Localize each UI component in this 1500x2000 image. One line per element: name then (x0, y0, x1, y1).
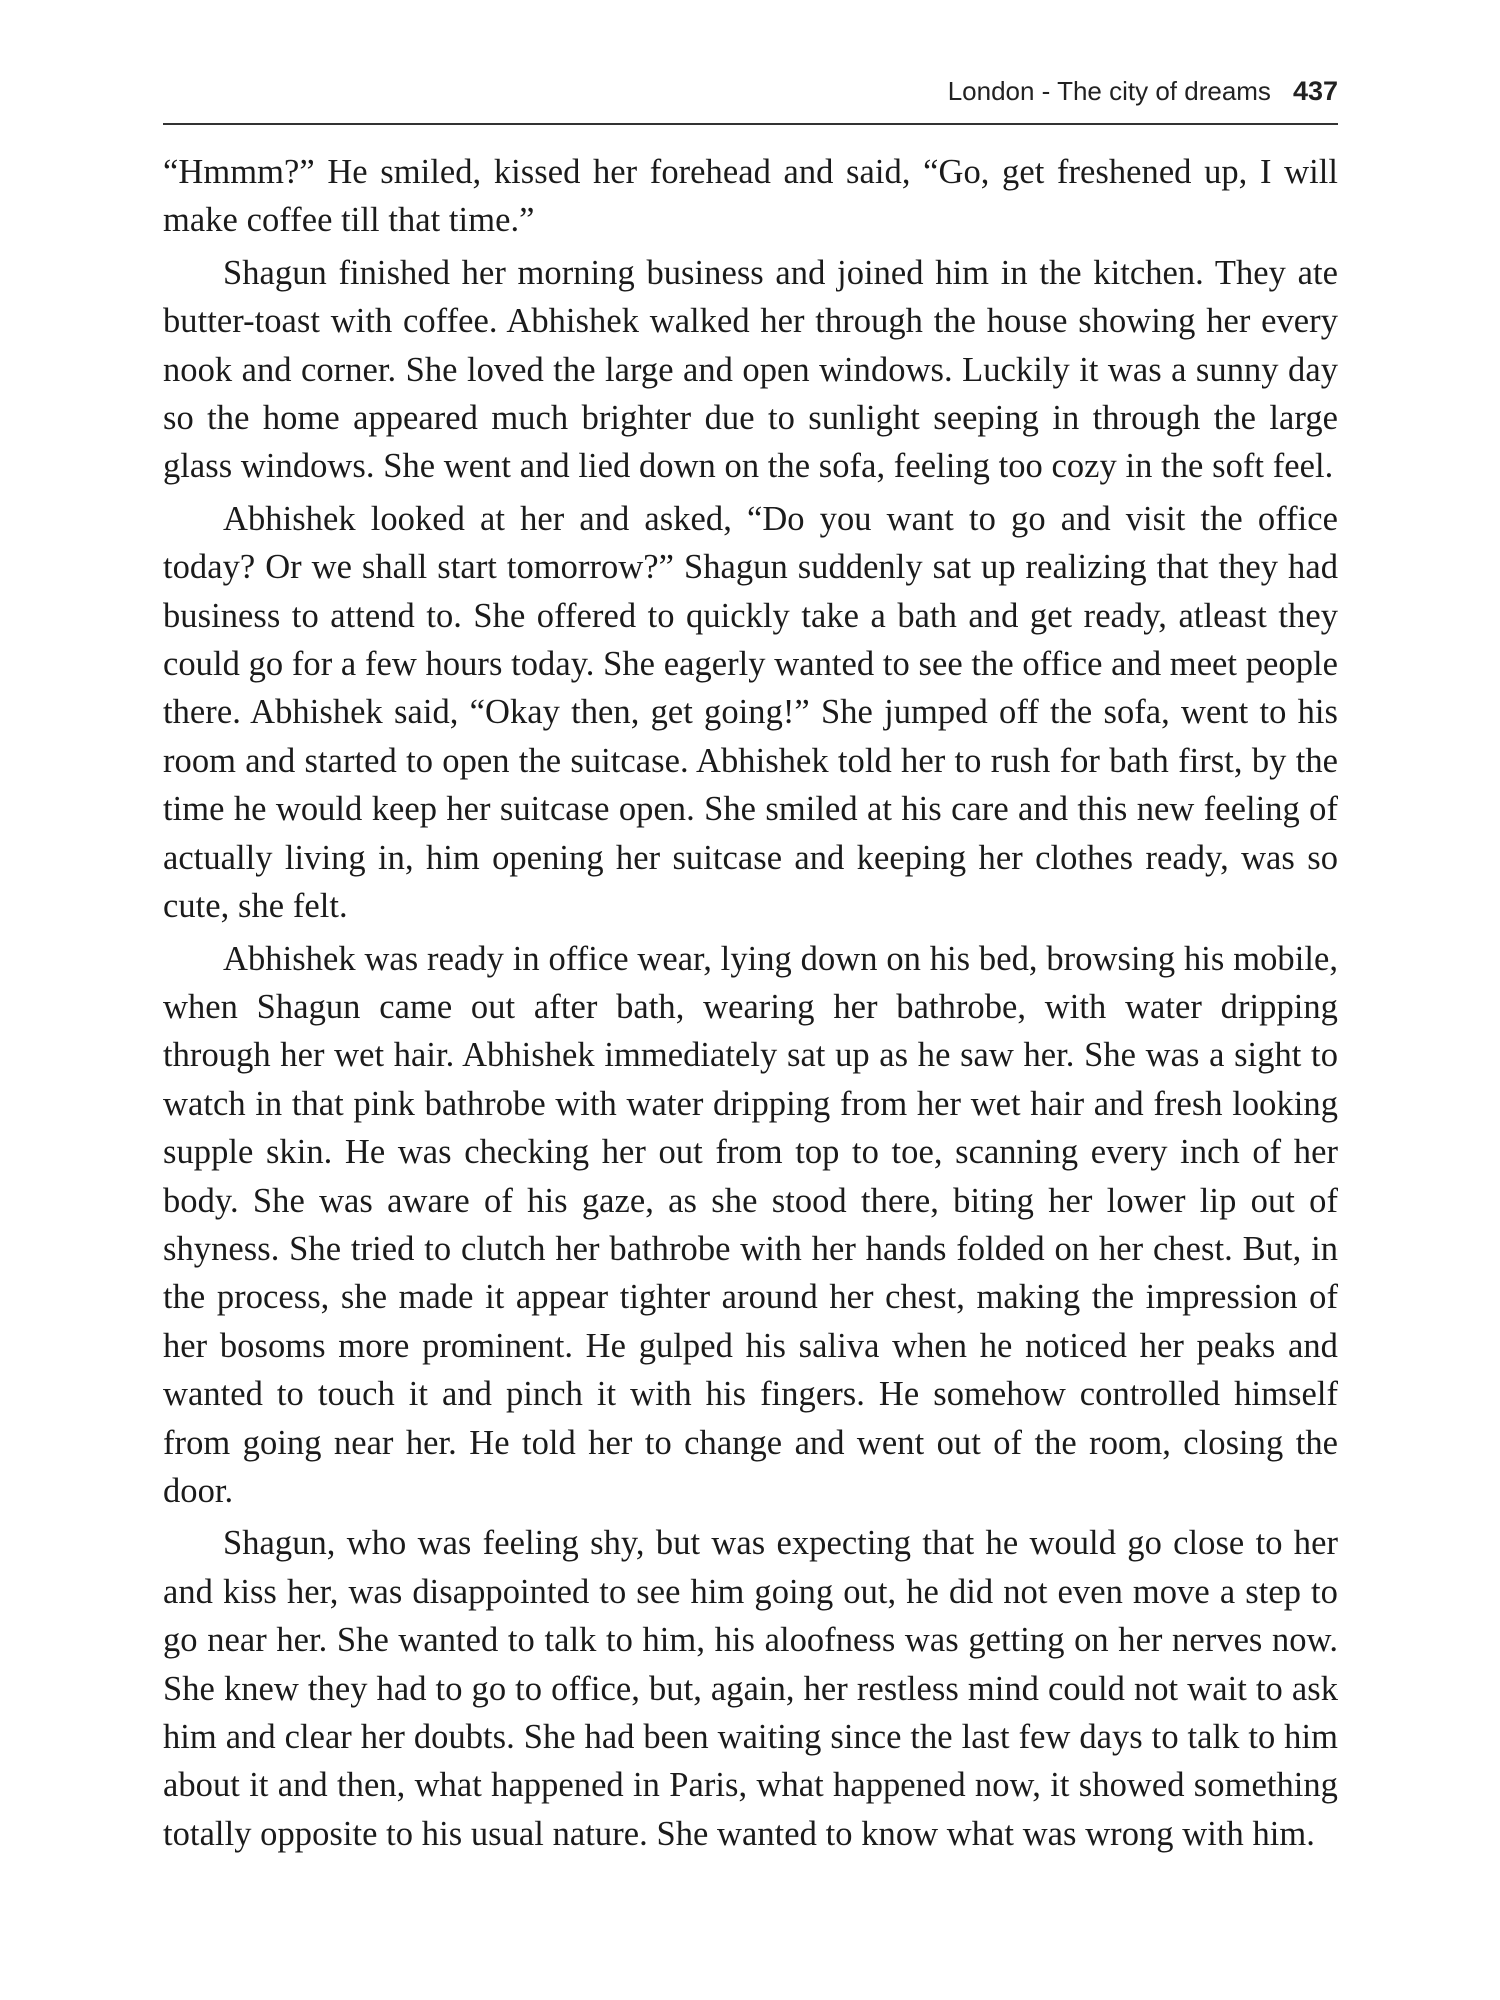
paragraph-1: “Hmmm?” He smiled, kissed her forehead and said, “Go, get freshened up, I will make coffee till that time.” (163, 153, 1338, 240)
paragraph-2: Shagun finished her morning business and joined him in the kitchen. They ate butter-toast with coffee. Abhishek walked her through the house showing her every nook and corner. She loved the large and open windows. Luckily it was a sunny day so the home appeared much brighter due to sunlight seeping in through the large glass windows. She went and lied down on the sofa, feeling too cozy in the soft feel. (163, 253, 1338, 486)
running-header (163, 76, 1338, 116)
running-title: London - The city of dreams (947, 76, 1271, 106)
header-rule (163, 123, 1338, 125)
page-number: 437 (1292, 76, 1338, 106)
paragraph-3: Abhishek looked at her and asked, “Do you want to go and visit the office today? Or we shall start tomorrow?” Shagun suddenly sat up realizing that they had business to attend to. She offered to quickly take a bath and get ready, atleast they could go for a few hours today. She eagerly wanted to see the office and meet people there. Abhishek said, “Okay then, get going!” She jumped off the sofa, went to his room and started to open the suitcase. Abhishek told her to rush for bath first, by the time he would keep her suitcase open. She smiled at his care and this new feeling of actually living in, him opening her suitcase and keeping her clothes ready, was so cute, she felt. (163, 499, 1338, 926)
body-text (163, 148, 1338, 1862)
paragraph-4: Abhishek was ready in office wear, lying down on his bed, browsing his mobile, when Shagun came out after bath, wearing her bathrobe, with water dripping through her wet hair. Abhishek immediately sat up as he saw her. She was a sight to watch in that pink bathrobe with water dripping from her wet hair and fresh looking supple skin. He was checking her out from top to toe, scanning every inch of her body. She was aware of his gaze, as she stood there, biting her lower lip out of shyness. She tried to clutch her bathrobe with her hands folded on her chest. But, in the process, she made it appear tighter around her chest, making the impression of her bosoms more prominent. He gulped his saliva when he noticed her peaks and wanted to touch it and pinch it with his fingers. He somehow controlled himself from going near her. He told her to change and went out of the room, closing the door. (163, 939, 1338, 1510)
paragraph-5: Shagun, who was feeling shy, but was expecting that he would go close to her and kiss her, was disappointed to see him going out, he did not even move a step to go near her. She wanted to talk to him, his aloofness was getting on her nerves now. She knew they had to go to office, but, again, her restless mind could not wait to ask him and clear her doubts. She had been waiting since the last few days to talk to him about it and then, what happened in Paris, what happened now, it showed something totally opposite to his usual nature. She wanted to know what was wrong with him. (163, 1524, 1338, 1853)
